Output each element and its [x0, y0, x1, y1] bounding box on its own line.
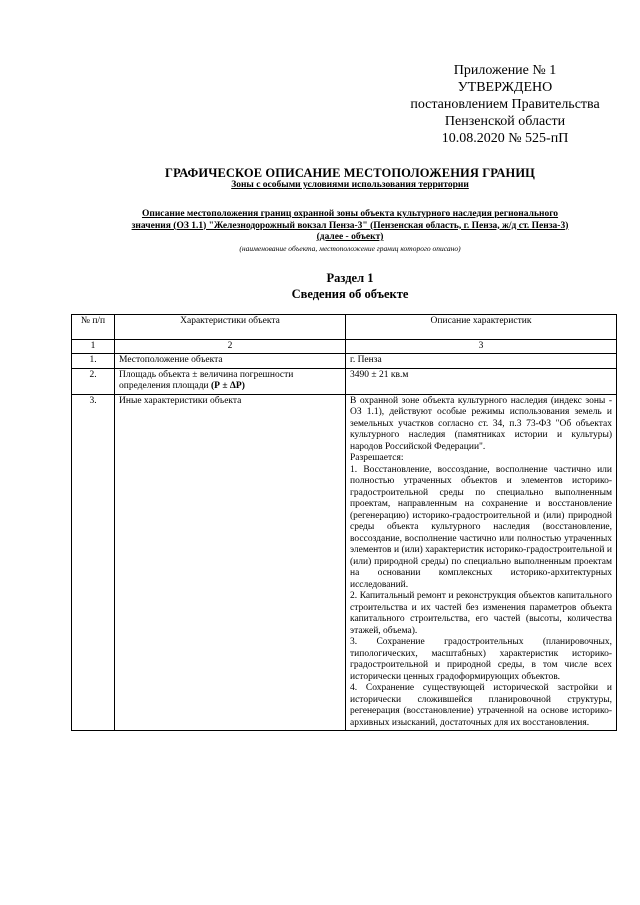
row-num: 2.: [72, 368, 115, 394]
row-characteristic: Иные характеристики объекта: [115, 394, 346, 731]
document-title: ГРАФИЧЕСКОЕ ОПИСАНИЕ МЕСТОПОЛОЖЕНИЯ ГРАНИЦ: [165, 166, 535, 180]
table-row: [72, 394, 617, 731]
document-subtitle: Зоны с особыми условиями использования территории: [231, 180, 469, 190]
header-description: Описание характеристик: [346, 315, 617, 340]
row-characteristic: Местоположение объекта: [115, 354, 346, 369]
object-description-line-2: значения (ОЗ 1.1) "Железнодорожный вокзал Пенза-3" (Пензенская область, г. Пенза, ж/д ст. Пенза-3): [131, 220, 569, 231]
area-label: Площадь объекта ± величина погрешности определения площади: [119, 369, 294, 391]
row-characteristic: [115, 368, 346, 394]
column-number-2: 2: [115, 340, 346, 354]
section-heading: [70, 270, 630, 302]
permitted-item-1: 1. Восстановление, воссоздание, восполнение частично или полностью утраченных объектов и элементов историко-градостроительной среды по специально выполненным проектам, направленным на сохранение и восстановление (регенерацию) историко-градостроительной и (или) природной среды объекта культурного наследия (восстановление, воссоздание, восполнение частично или полностью утраченных элементов и (или) характеристик историко-градостроительной и (или) природной среды) по специально выполненным проектам на основании комплексных историко-архитектурных исследований.: [350, 464, 612, 590]
row-num: 1.: [72, 354, 115, 369]
approved-label: УТВЕРЖДЕНО: [457, 80, 553, 95]
permitted-item-4: 4. Сохранение существующей исторической застройки и исторически сложившейся планировочной структуры, регенерация (восстановление) утраченной на основе историко-архивных изысканий, достаточных для их восстановления.: [350, 683, 612, 728]
approval-block: [385, 62, 625, 147]
row-num: 3.: [72, 394, 115, 731]
object-description: [70, 209, 630, 254]
object-description-note: (наименование объекта, местоположение границ которого описано): [239, 243, 461, 253]
row-description: г. Пенза: [346, 354, 617, 369]
permitted-label: Разрешается:: [350, 453, 404, 463]
permitted-item-3: 3. Сохранение градостроительных (планировочных, типологических, масштабных) характеристик историко-градостроительной и природной среды, в том числе всех исторически ценных градоформирующих объектов.: [350, 637, 612, 682]
table-header-row: [72, 315, 617, 340]
document-header: [70, 166, 630, 191]
appendix-number: Приложение № 1: [453, 63, 557, 78]
object-info-table: [71, 314, 617, 731]
section-title: Раздел 1: [326, 271, 374, 285]
row-description: 3490 ± 21 кв.м: [346, 368, 617, 394]
column-number-3: 3: [346, 340, 617, 354]
approved-by-region: Пензенской области: [444, 114, 566, 129]
header-characteristic: Характеристики объекта: [115, 315, 346, 340]
area-formula: (Р ± ΔР): [211, 381, 245, 391]
object-description-line-3: (далее - объект): [316, 232, 384, 242]
section-subtitle: Сведения об объекте: [291, 287, 409, 301]
header-num: № п/п: [72, 315, 115, 340]
row-description: [346, 394, 617, 731]
regime-intro: В охранной зоне объекта культурного наследия (индекс зоны - ОЗ 1.1), действуют особые режимы использования земель и земельных участков согласно ст. 34, п.3 73-ФЗ "Об объектах культурного наследия (памятниках истории и культуры) народов Российской Федерации".: [350, 395, 612, 452]
column-number-1: 1: [72, 340, 115, 354]
approved-by: постановлением Правительства: [410, 97, 600, 112]
column-number-row: [72, 340, 617, 354]
decree-date-number: 10.08.2020 № 525-пП: [441, 131, 569, 146]
object-description-line-1: Описание местоположения границ охранной зоны объекта культурного наследия регионального: [141, 209, 559, 219]
table-row: [72, 354, 617, 369]
permitted-item-2: 2. Капитальный ремонт и реконструкция объектов капитального строительства и их частей без изменения параметров объекта капитального строительства, его частей (высоты, количества этажей, объема).: [350, 591, 612, 636]
table-row: [72, 368, 617, 394]
